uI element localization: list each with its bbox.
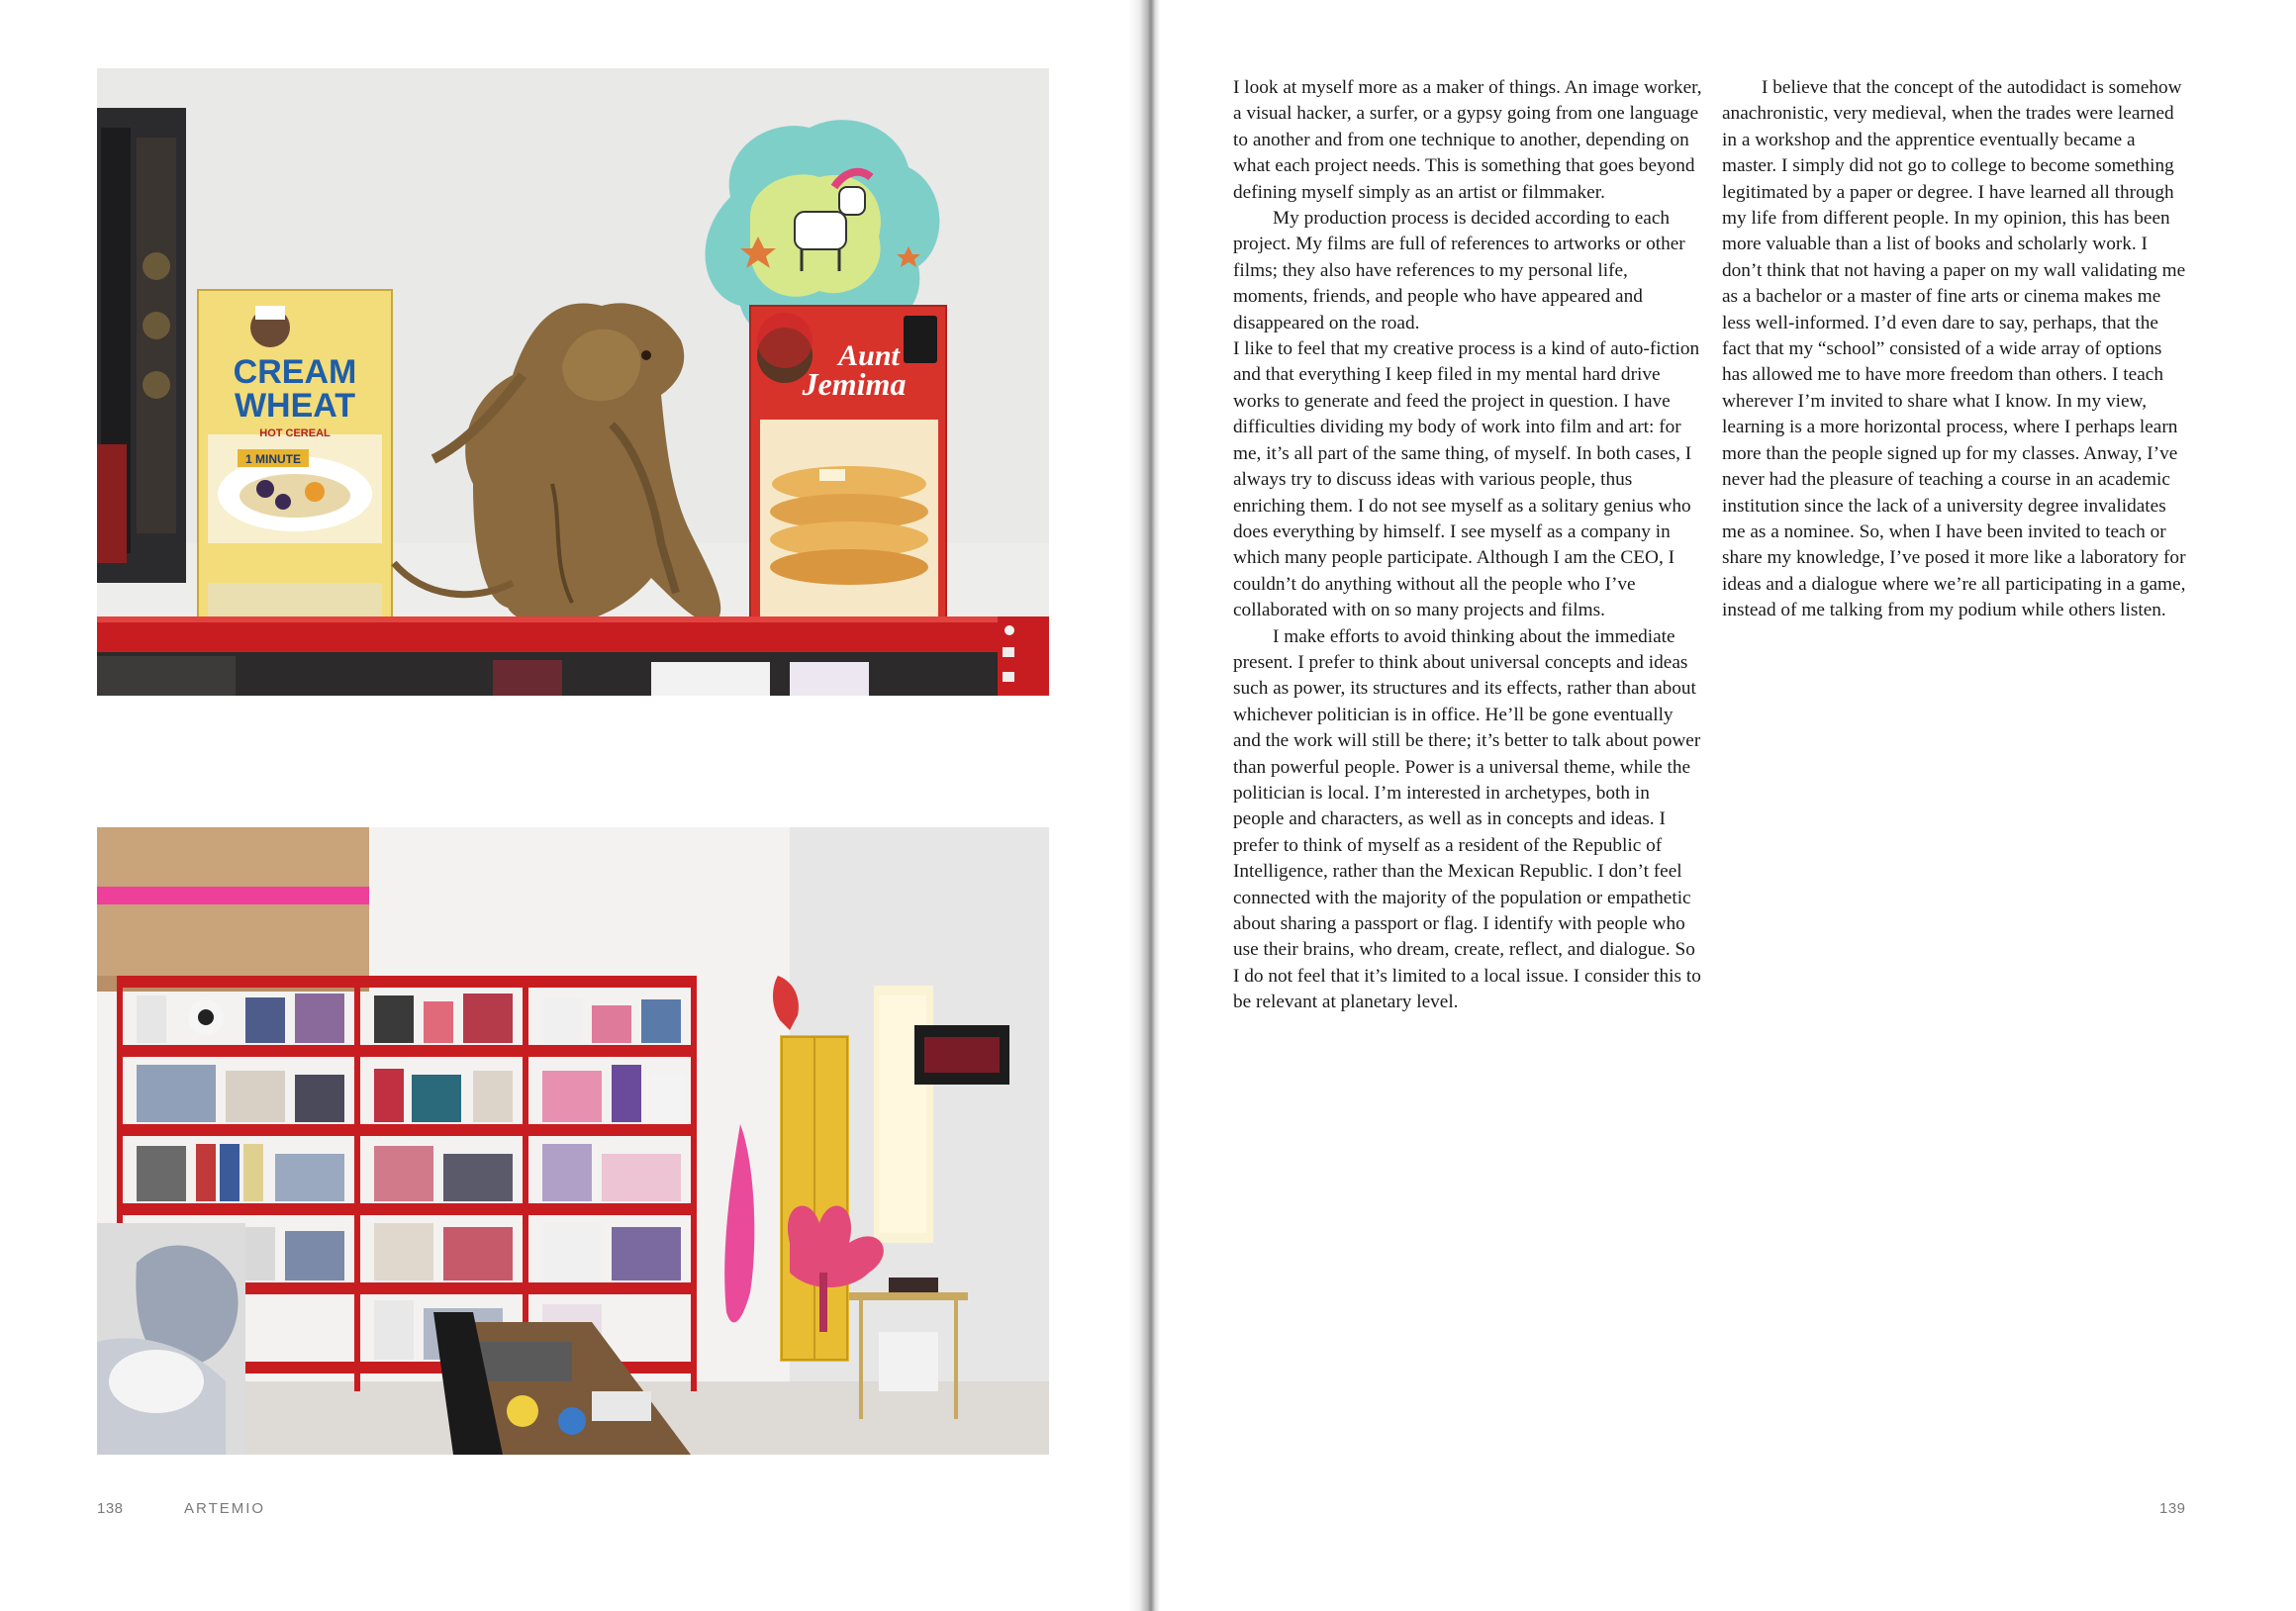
cereal-brand-line1: CREAM — [233, 353, 357, 391]
column2-paragraph-1: I believe that the concept of the autodidact is somehow anachronistic, very medieval, when the trades were learned in a workshop and the apprentice eventually became a master. I simply did not go to college to become something legitimated by a paper or degree. I have learned all through my life from different people. In my opinion, this has been more valuable than a list of books and scholarly work. I don’t think that not having a paper on my wall validating me as a bachelor or a master of fine arts or cinema makes me less well-informed. I’d even dare to say, perhaps, that the fact that my “school” consisted of a wide array of options has allowed me to have more freedom than others. I teach wherever I’m invited to share what I know. In my view, learning is a more horizontal process, where I perhaps learn more than the people signed up for my classes. Anway, I’ve never had the pleasure of teaching a course in an academic institution since the lack of a university degree invalidates me as a nominee. So, when I have been invited to teach or share my knowledge, I’ve posed it more like a laboratory for ideas and a dialogue where we’re all participating in a game, instead of me talking from my podium while others listen. — [1722, 77, 2186, 621]
left-page-number: 138 — [97, 1500, 124, 1517]
right-page-number: 139 — [2159, 1500, 2186, 1517]
studio-room-photo — [97, 827, 1049, 1455]
column1-paragraph-3: I like to feel that my creative process is a kind of auto-fiction and that everything I keep filed in my mental hard drive works to generate and feed the project in question. I have difficulties dividing my body of work into film and art: for me, it’s all part of the same thing, of myself. In both cases, I always try to discuss ideas with various people, thus enriching them. I do not see myself as a solitary genius who does everything by himself. I see myself as a company in which many people participate. Although I am the CEO, I couldn’t do anything without all the people who I’ve collaborated with on so many projects and films. — [1233, 338, 1700, 621]
column1-paragraph-4: I make efforts to avoid thinking about the immediate present. I prefer to think about universal concepts and ideas such as power, its structures and its effects, rather than about whichever politician is in office. He’ll be gone eventually and the work will still be there; it’s better to talk about power than powerful people. Power is a universal theme, while the politician is local. I’m interested in archetypes, both in people and characters, as well as in concepts and ideas. I prefer to think of myself as a resident of the Republic of Intelligence, rather than the Mexican Republic. I don’t feel connected with the majority of the population or empathetic about sharing a passport or flag. I identify with people who use their brains, who dream, create, reflect, and dialogue. So I do not feel that it’s limited to a local issue. I consider this to be relevant at planetary level. — [1233, 625, 1701, 1013]
article-column-1 — [1233, 75, 1702, 1016]
article-column-2 — [1722, 75, 2191, 624]
cereal-minute: 1 MINUTE — [244, 452, 302, 466]
book-gutter — [1128, 0, 1160, 1611]
running-head: ARTEMIO — [184, 1500, 266, 1517]
column1-paragraph-2: My production process is decided according to each project. My films are full of references to artworks or other films; they also have references to my personal life, moments, friends, and people who have appeared and disappeared on the road. — [1233, 208, 1685, 333]
shelf-photo — [97, 68, 1049, 696]
pancake-brand-line2: Jemima — [802, 366, 907, 402]
cereal-brand-line2: WHEAT — [234, 387, 356, 425]
cereal-sub: HOT CEREAL — [259, 427, 331, 439]
pancake-brand-line1: Aunt — [838, 339, 900, 372]
column1-paragraph-1: I look at myself more as a maker of things. An image worker, a visual hacker, a surfer, or a gypsy going from one language to another and from one technique to another, depending on what each project needs. This is something that goes beyond defining myself simply as an artist or filmmaker. — [1233, 77, 1702, 203]
